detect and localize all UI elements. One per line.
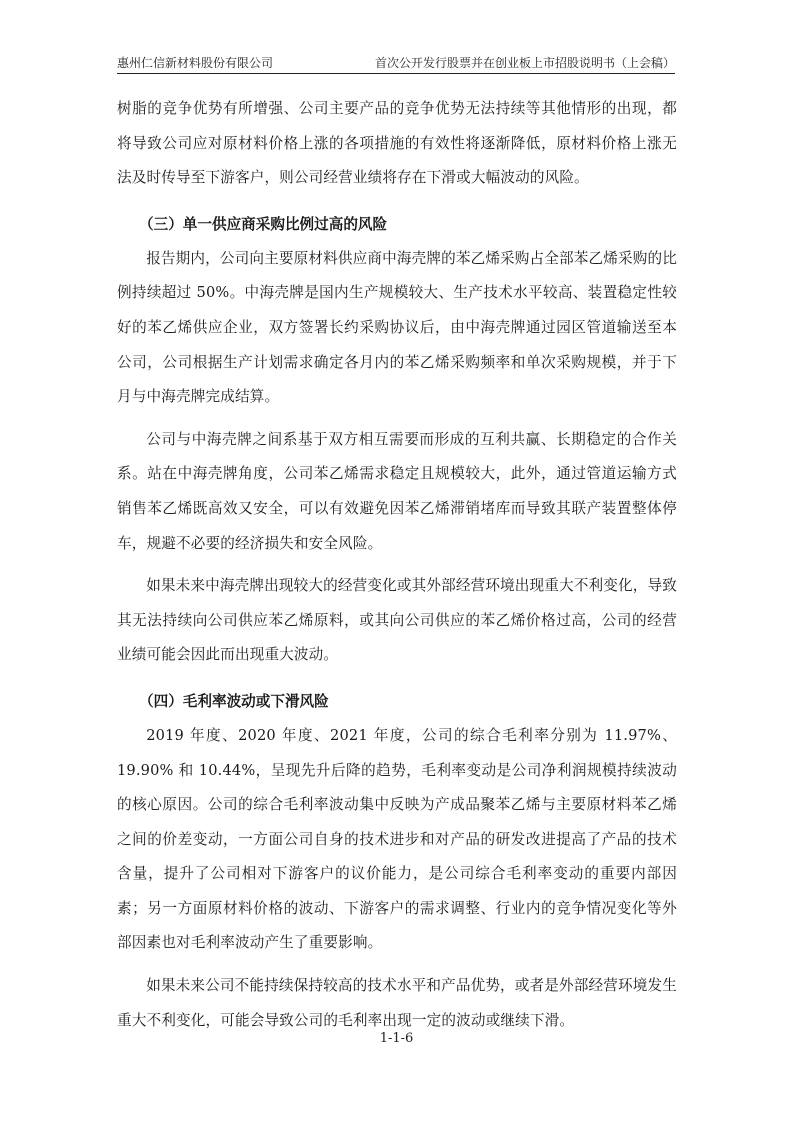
page-body (117, 92, 677, 1038)
paragraph: 如果未来中海壳牌出现较大的经营变化或其外部经营环境出现重大不利变化，导致其无法持续向公司供应苯乙烯原料，或其向公司供应的苯乙烯价格过高，公司的经营业绩可能会因此而出现重大波动。 (117, 577, 677, 664)
header-company-name: 惠州仁信新材料股份有限公司 (117, 56, 274, 70)
paragraph: 报告期内，公司向主要原材料供应商中海壳牌的苯乙烯采购占全部苯乙烯采购的比例持续超过 50%。中海壳牌是国内生产规模较大、生产技术水平较高、装置稳定性较好的苯乙烯供应企业，双方签署长约采购协议后，由中海壳牌通过园区管道输送至本公司，公司根据生产计划需求确定各月内的苯乙烯采购频率和单次采购规模，并于下月与中海壳牌完成结算。 (117, 249, 677, 406)
section-heading-single-supplier-risk: （三）单一供应商采购比例过高的风险 (139, 215, 388, 233)
paragraph: 公司与中海壳牌之间系基于双方相互需要而形成的互利共赢、长期稳定的合作关系。站在中海壳牌角度，公司苯乙烯需求稳定且规模较大，此外，通过管道运输方式销售苯乙烯既高效又安全，可以有效避免因苯乙烯滞销堵库而导致其联产装置整体停车，规避不必要的经济损失和安全风险。 (117, 430, 677, 552)
continued-paragraph: 树脂的竞争优势有所增强、公司主要产品的竞争优势无法持续等其他情形的出现，都将导致公司应对原材料价格上涨的各项措施的有效性将逐渐降低，原材料价格上涨无法及时传导至下游客户，则公司经营业绩将存在下滑或大幅波动的风险。 (117, 100, 677, 187)
paragraph: 2019 年度、2020 年度、2021 年度，公司的综合毛利率分别为 11.97%、19.90% 和 10.44%，呈现先升后降的趋势，毛利率变动是公司净利润规模持续波动的核心原因。公司的综合毛利率波动集中反映为产成品聚苯乙烯与主要原材料苯乙烯之间的价差变动，一方面公司自身的技术进步和对产品的研发改进提高了产品的技术含量，提升了公司相对下游客户的议价能力，是公司综合毛利率变动的重要内部因素；另一方面原材料价格的波动、下游客户的需求调整、行业内的竞争情况变化等外部因素也对毛利率波动产生了重要影响。 (117, 726, 677, 952)
page-header (117, 55, 675, 74)
page-number: 1-1-6 (379, 1031, 414, 1046)
header-document-title: 首次公开发行股票并在创业板上市招股说明书（上会稿） (374, 56, 675, 70)
paragraph: 如果未来公司不能持续保持较高的技术水平和产品优势，或者是外部经营环境发生重大不利变化，可能会导致公司的毛利率出现一定的波动或继续下滑。 (117, 977, 677, 1029)
section-heading-gross-margin-risk: （四）毛利率波动或下滑风险 (139, 692, 329, 710)
